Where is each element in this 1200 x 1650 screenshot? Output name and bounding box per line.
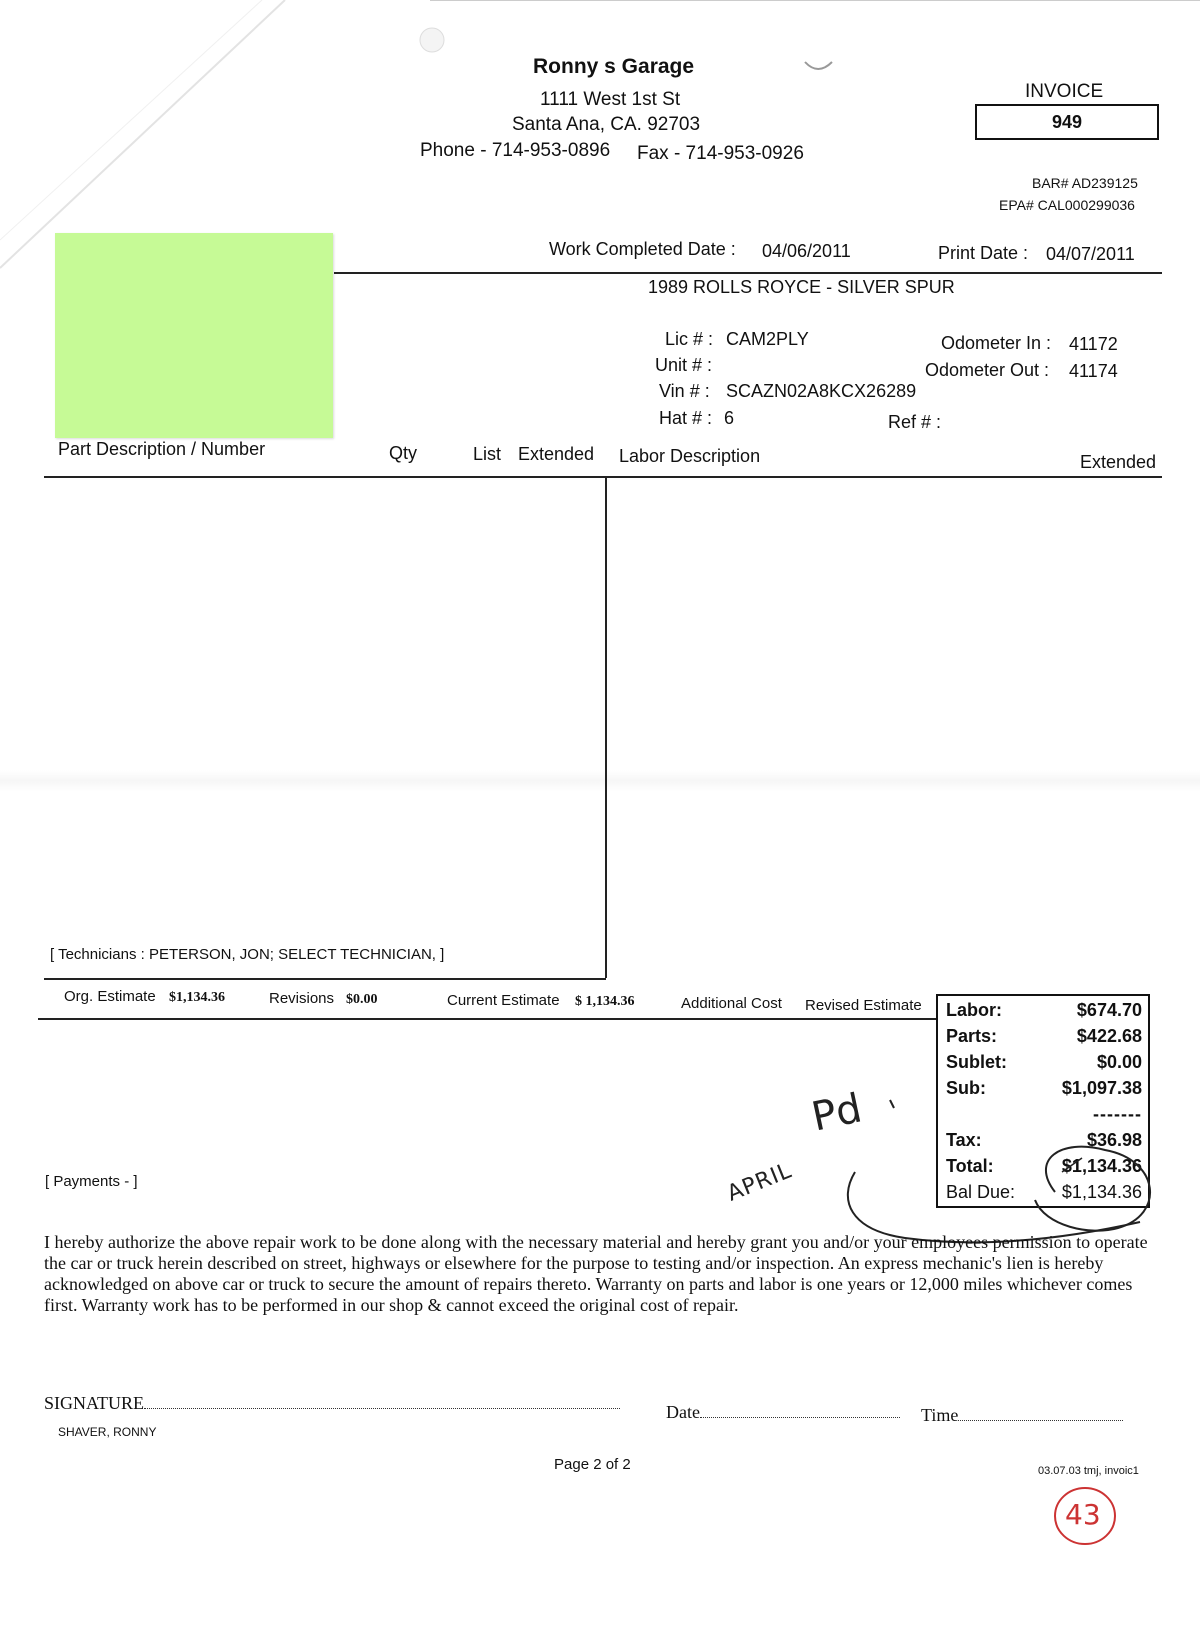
totals-sub-row	[946, 1078, 1142, 1102]
table-column-divider	[605, 478, 607, 978]
additional-cost-label: Additional Cost	[681, 995, 782, 1012]
labor-value: $674.70	[1076, 1000, 1142, 1020]
sub-value: $1,097.38	[1061, 1078, 1142, 1098]
total-label: Total:	[946, 1156, 994, 1176]
work-completed-label: Work Completed Date :	[549, 239, 736, 259]
balance-due-label: Bal Due:	[946, 1182, 1016, 1202]
technicians: [ Technicians : PETERSON, JON; SELECT TECHNICIAN, ]	[50, 946, 445, 963]
sub-label: Sub:	[946, 1078, 986, 1098]
revised-estimate-label: Revised Estimate	[805, 997, 922, 1014]
odometer-out-label: Odometer Out :	[925, 360, 1050, 380]
totals-total-row	[946, 1156, 1142, 1180]
odometer-out-value: 41174	[1069, 361, 1118, 381]
vin-label: Vin # :	[659, 381, 710, 401]
totals-tax-row	[946, 1130, 1142, 1154]
totals-labor-row	[946, 1000, 1142, 1024]
shop-name: Ronny s Garage	[533, 55, 695, 78]
lic-value: CAM2PLY	[726, 329, 809, 349]
current-estimate-label: Current Estimate	[447, 992, 560, 1009]
totals-box	[936, 994, 1150, 1208]
sublet-value: $0.00	[1096, 1052, 1142, 1072]
labor-label: Labor:	[946, 1000, 1002, 1020]
totals-sublet-row	[946, 1052, 1142, 1076]
org-estimate-value: $1,134.36	[169, 990, 225, 1005]
invoice-label: INVOICE	[1025, 81, 1104, 102]
unit-label: Unit # :	[655, 355, 713, 375]
odometer-in-value: 41172	[1069, 334, 1118, 354]
tax-label: Tax:	[946, 1130, 982, 1150]
ref-label: Ref # :	[888, 412, 942, 432]
signature-line	[44, 1393, 620, 1414]
balance-due-value: $1,134.36	[1061, 1182, 1142, 1202]
scan-fold-band	[0, 770, 1200, 792]
parts-label: Parts:	[946, 1026, 998, 1046]
col-list: List	[473, 444, 502, 464]
sublet-label: Sublet:	[946, 1052, 1007, 1072]
bar-number: BAR# AD239125	[1032, 175, 1138, 191]
time-line	[921, 1405, 1123, 1426]
table-top-rule	[44, 476, 1162, 478]
table-bottom-rule	[44, 978, 606, 980]
print-date-label: Print Date :	[938, 243, 1029, 263]
invoice-number: 949	[975, 104, 1159, 140]
hat-value: 6	[724, 408, 735, 428]
revisions-value: $0.00	[346, 992, 378, 1007]
tax-value: $36.98	[1086, 1130, 1142, 1150]
estimate-rule	[38, 1018, 936, 1020]
shop-phone: Phone - 714-953-0896	[420, 140, 611, 161]
col-labor-description: Labor Description	[619, 446, 761, 466]
time-label: Time	[921, 1405, 959, 1425]
col-qty: Qty	[389, 443, 418, 463]
signer-name: SHAVER, RONNY	[58, 1425, 157, 1439]
lic-label: Lic # :	[665, 329, 714, 349]
handwritten-page-mark: 43	[1065, 1498, 1101, 1531]
page-number: Page 2 of 2	[554, 1456, 631, 1473]
hat-label: Hat # :	[659, 408, 713, 428]
vehicle-description: 1989 ROLLS ROYCE - SILVER SPUR	[648, 277, 955, 297]
handwritten-month: APRIL	[723, 1158, 796, 1207]
shop-fax: Fax - 714-953-0926	[637, 143, 804, 164]
col-extended: Extended	[518, 444, 595, 464]
totals-balance-row	[946, 1182, 1142, 1206]
print-date: 04/07/2011	[1046, 244, 1135, 264]
totals-parts-row	[946, 1026, 1142, 1050]
header-rule	[334, 272, 1162, 274]
revisions-label: Revisions	[269, 990, 335, 1007]
payments: [ Payments - ]	[45, 1173, 138, 1190]
odometer-in-label: Odometer In :	[941, 333, 1052, 353]
authorization-text: I hereby authorize the above repair work to be done along with the necessary material and hereby grant you and/or your employees permission to operate the car or truck herein described on street, highways or elsewhere for the purpose to testing and/or inspection. An express mechanic's lien is hereby acknowledged on above car or truck to secure the amount of repairs thereto. Warranty on parts and labor is one years or 12,000 miles whichever comes first. Warranty work has to be performed in our shop & cannot exceed the original cost of repair.	[44, 1232, 1148, 1315]
handwritten-paid: Pd	[807, 1085, 866, 1141]
work-completed-date: 04/06/2011	[762, 241, 851, 261]
date-label: Date	[666, 1402, 700, 1422]
signature-label: SIGNATURE	[44, 1393, 145, 1413]
col-labor-extended: Extended	[1080, 452, 1157, 472]
form-code: 03.07.03 tmj, invoic1	[1038, 1465, 1139, 1477]
sticky-note	[55, 233, 333, 438]
shop-street: 1111 West 1st St	[540, 89, 681, 110]
vin-value: SCAZN02A8KCX26289	[726, 381, 917, 401]
current-estimate-value: $ 1,134.36	[575, 994, 635, 1009]
epa-number: EPA# CAL000299036	[999, 197, 1135, 213]
col-part-description: Part Description / Number	[58, 439, 266, 459]
parts-value: $422.68	[1076, 1026, 1142, 1046]
shop-city: Santa Ana, CA. 92703	[512, 114, 701, 135]
org-estimate-label: Org. Estimate	[64, 988, 156, 1005]
date-line	[666, 1402, 900, 1423]
total-value: $1,134.36	[1061, 1156, 1142, 1176]
totals-separator: -------	[1093, 1104, 1142, 1124]
